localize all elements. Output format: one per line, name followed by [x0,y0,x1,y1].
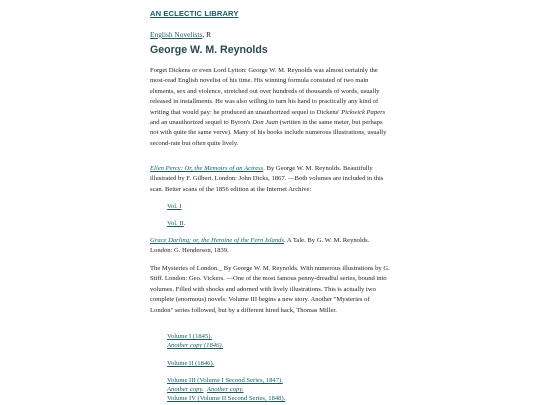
mysteries-vol-1-link[interactable]: Volume I (1845). [167,333,213,340]
ellen-vol-2-item [167,219,185,228]
page-title: George W. M. Reynolds [150,44,268,56]
mysteries-vol-3-item [167,376,283,385]
breadcrumb-english-novelists[interactable]: English Novelists [150,30,203,39]
mysteries-vol-3-copy-link-1[interactable]: Another copy. [167,386,204,393]
breadcrumb-separator: , [202,30,207,39]
ellen-percy-link[interactable]: Ellen Percy: Or, the Memoirs of an Actress [150,165,264,172]
mysteries-vol-4-item [167,394,285,403]
mysteries-vol-3-link[interactable]: Volume III (Volume I Second Series, 1847). [167,377,283,384]
grace-darling-description: . A Tale. By G. W. M. Reynolds. London: G. Henderson, 1839. [150,237,370,255]
breadcrumb [150,30,211,39]
mysteries-vol-1-item [167,332,212,341]
intro-don-juan-title: Don Juan [252,119,279,127]
mysteries-vol-3-copy-link-2[interactable]: Another copy. [206,386,244,393]
mysteries-vol-3-copies-item [167,385,244,394]
mysteries-vol-2-item [167,359,214,368]
mysteries-vol-2-link[interactable]: Volume II (1846). [167,360,215,367]
intro-pickwick-title: Pickwick Papers [341,108,386,116]
ellen-vol-1-item [167,202,182,211]
intro-text-1: Forget Dickens or even Lord Lytton: George W. M. Reynolds was almost certainly the most-read English novelist of his time. His winning formula consisted of two main elements, sex and violence, stretched out over hundreds of thousands of words, usually released in installments. He was also willing to turn his hand to practically any kind of writing that would pay: he produced an unauthorized sequel to Dickens' [150,67,380,116]
intro-text-2: and an unauthorized sequel to Byron's [150,119,253,127]
grace-darling-entry [150,236,392,257]
mysteries-vol-4-link[interactable]: Volume IV (Volume II Second Series, 1848). [167,395,286,402]
grace-darling-link[interactable]: Grace Darling; or, the Heroine of the Fern Islands [150,237,284,244]
mysteries-vol-1-copy-item [167,341,223,350]
mysteries-entry: The Mysteries of London._ By George W. M. Reynolds. With numerous illustrations by G. Stiff. London: Geo. Vickers. —One of the most famous penny-dreadful series, bound into volumes. Filled with shocks and adorned with lively illustrations. This is actually two complete (enormous) novels: Volume III begins a new story. Another "Mysteries of London" series followed, but by a different hired hack, Thomas Miller. [150,265,390,314]
ellen-vol-1-link[interactable]: Vol. I [167,203,182,210]
site-title-link[interactable]: AN ECLECTIC LIBRARY [150,9,239,18]
ellen-vol-2-period: . [183,220,186,227]
mysteries-vol-1-copy-link[interactable]: Another copy (1846). [167,342,224,349]
ellen-percy-description: . By George W. M. Reynolds. Beautifully illustrated by F. Gilbert. London: John Dicks, 1867. —Both volumes are included in this scan. Better scans of the 1856 edition at the Internet Archive: [150,165,384,193]
ellen-vol-2-link[interactable]: Vol. II [167,220,184,227]
intro-paragraph [150,66,392,149]
intro-text-3: (written in the same meter, but perhaps not with quite the same verve). Many of his books include numerous illustrations, usually second-rate but often quite lively. [150,119,387,147]
breadcrumb-letter: R [206,30,211,39]
ellen-percy-entry [150,164,392,195]
